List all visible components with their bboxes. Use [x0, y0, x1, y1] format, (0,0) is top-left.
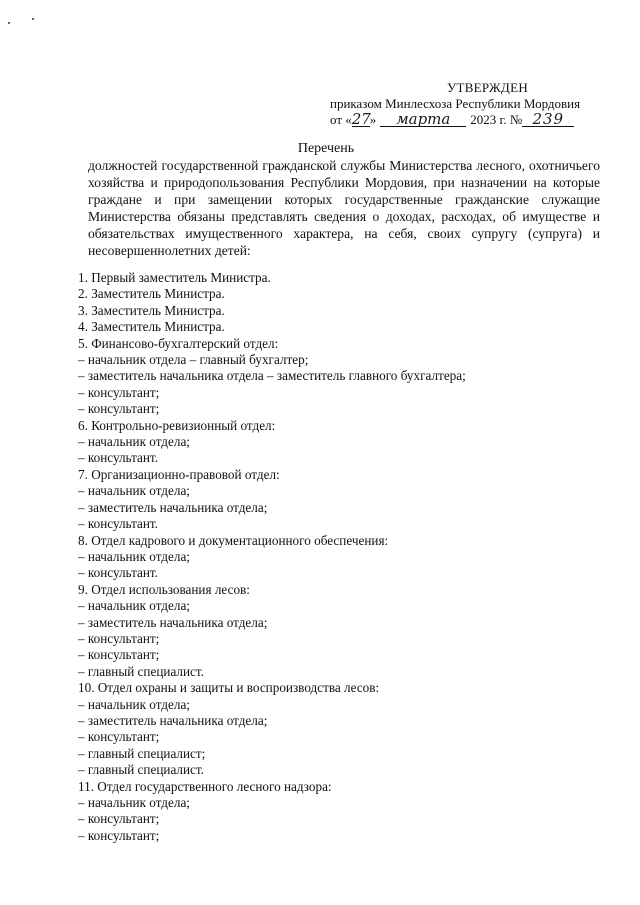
- list-item: 9. Отдел использования лесов:: [78, 581, 250, 597]
- list-item: 7. Организационно-правовой отдел:: [78, 466, 280, 482]
- list-item: – начальник отдела;: [78, 483, 190, 499]
- list-item: – консультант;: [78, 811, 160, 827]
- list-item: – заместитель начальника отдела;: [78, 499, 268, 515]
- list-item: – заместитель начальника отдела;: [78, 712, 268, 728]
- list-item: – начальник отдела;: [78, 696, 190, 712]
- scan-speck: [8, 22, 10, 24]
- approval-stamp-block: [330, 80, 595, 128]
- date-prefix: от «: [330, 112, 352, 127]
- list-item: – консультант.: [78, 516, 158, 532]
- list-item: – консультант.: [78, 450, 158, 466]
- list-item: – начальник отдела;: [78, 548, 190, 564]
- list-item: – консультант.: [78, 565, 158, 581]
- list-item: – заместитель начальника отдела;: [78, 614, 268, 630]
- list-item: – консультант;: [78, 384, 160, 400]
- list-item: – начальник отдела;: [78, 434, 190, 450]
- handwritten-day: 27: [351, 110, 371, 128]
- handwritten-month: марта: [380, 112, 466, 127]
- list-item: 2. Заместитель Министра.: [78, 286, 225, 302]
- list-item: 4. Заместитель Министра.: [78, 319, 225, 335]
- list-item: – заместитель начальника отдела – заместитель главного бухгалтера;: [78, 368, 466, 384]
- list-item: – главный специалист;: [78, 745, 206, 761]
- list-item: 6. Контрольно-ревизионный отдел:: [78, 417, 276, 433]
- list-item: – консультант;: [78, 729, 160, 745]
- list-item: – главный специалист.: [78, 762, 204, 778]
- list-item: – главный специалист.: [78, 663, 204, 679]
- list-item: – консультант;: [78, 647, 160, 663]
- approval-date-line: [330, 112, 595, 128]
- scan-speck: [32, 18, 34, 20]
- list-item: – начальник отдела;: [78, 598, 190, 614]
- list-item: 11. Отдел государственного лесного надзора:: [78, 778, 332, 794]
- positions-list: [78, 270, 608, 844]
- list-item: 3. Заместитель Министра.: [78, 302, 225, 318]
- approval-order-line: приказом Минлесхоза Республики Мордовия: [330, 96, 581, 111]
- list-item: – консультант;: [78, 827, 160, 843]
- list-item: – консультант;: [78, 630, 160, 646]
- approval-title: УТВЕРЖДЕН: [446, 80, 529, 95]
- handwritten-order-number: 239: [522, 112, 574, 127]
- list-item: 1. Первый заместитель Министра.: [78, 270, 271, 285]
- list-item: 10. Отдел охраны и защиты и воспроизводства лесов:: [78, 680, 380, 696]
- list-item: 8. Отдел кадрового и документационного обеспечения:: [78, 532, 389, 548]
- list-item: – консультант;: [78, 401, 160, 417]
- list-item: 5. Финансово-бухгалтерский отдел:: [78, 335, 279, 351]
- document-title: Перечень: [297, 141, 355, 156]
- date-close-quote: »: [369, 112, 377, 127]
- year-text: 2023 г. №: [470, 112, 523, 127]
- document-intro: должностей государственной гражданской службы Министерства лесного, охотничьего хозяйства и природопользования Республики Мордовия, при назначении на которые граждане и при замещении которых государственные гражданские служащие Министерства обязаны представлять сведения о доходах, расходах, об имуществе и обязательствах имущественного характера, на себя, своих супругу (супруга) и несовершеннолетних детей:: [88, 158, 600, 258]
- list-item: – начальник отдела;: [78, 795, 190, 810]
- list-item: – начальник отдела – главный бухгалтер;: [78, 352, 309, 368]
